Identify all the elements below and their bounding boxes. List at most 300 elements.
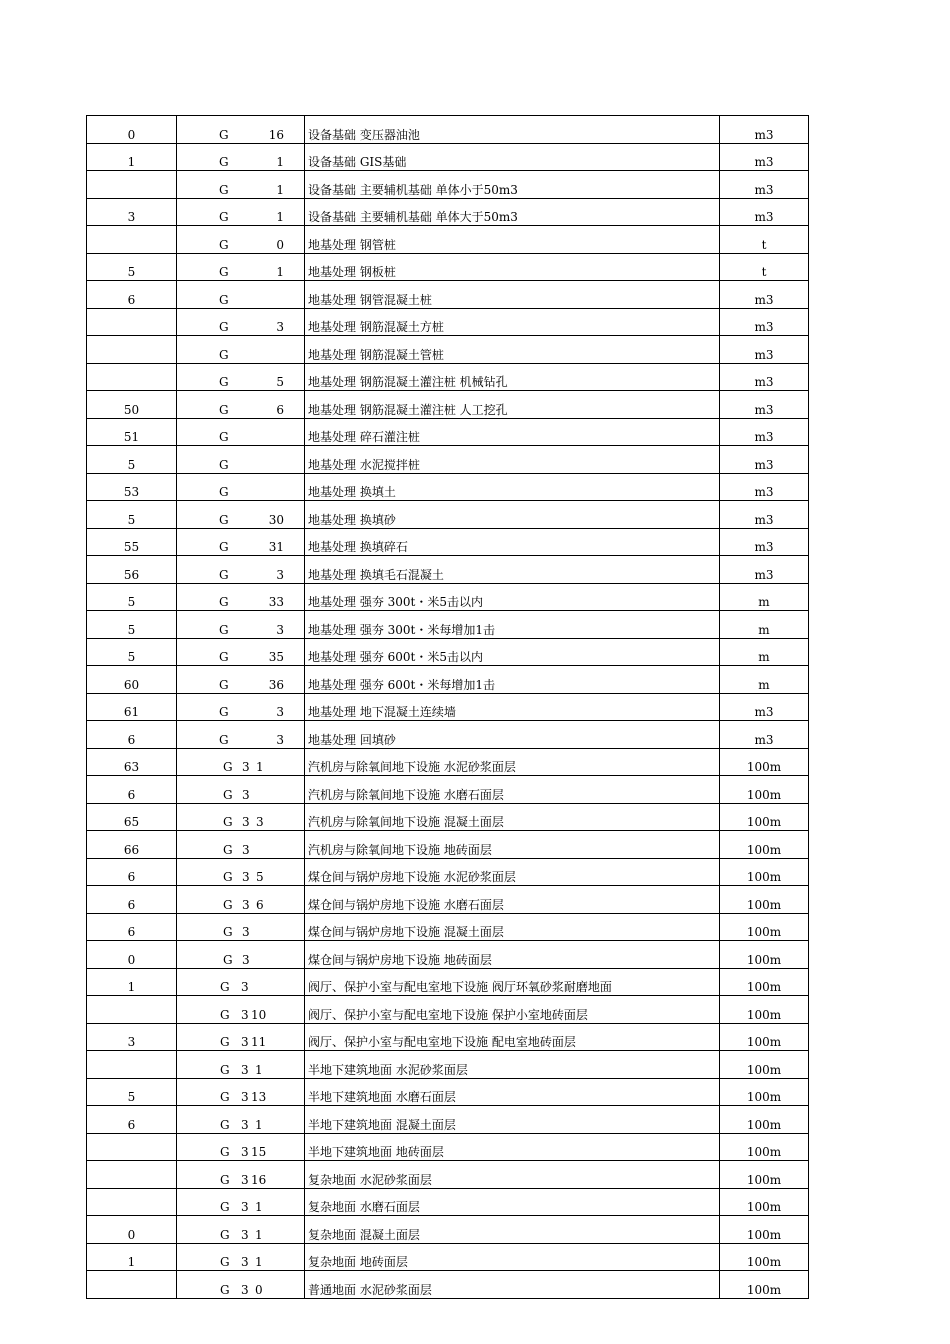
unit-cell: 100m — [720, 1051, 809, 1079]
row-number-cell — [87, 226, 177, 254]
quota-code-cell — [177, 776, 305, 804]
row-number-cell: 53 — [87, 473, 177, 501]
unit-cell: m — [720, 638, 809, 666]
quota-code-item: 3 — [276, 705, 284, 719]
quota-code-item: 3 — [276, 320, 284, 334]
quota-code-chapter: 3 — [242, 787, 250, 802]
quota-code-cell — [177, 198, 305, 226]
row-number-cell — [87, 1161, 177, 1189]
row-number-cell — [87, 1051, 177, 1079]
quota-code-prefix: G — [223, 952, 233, 967]
quota-code-cell — [177, 253, 305, 281]
quota-code-item: 1 — [255, 1062, 263, 1077]
unit-cell: m3 — [720, 198, 809, 226]
quota-code-chapter: 3 — [241, 1145, 249, 1159]
quota-code-item: 6 — [276, 402, 284, 417]
table-row — [87, 583, 809, 611]
quota-code-chapter: 3 — [242, 925, 250, 939]
table-row — [87, 446, 809, 474]
quota-code-chapter: 3 — [241, 980, 249, 994]
unit-cell: 100m — [720, 748, 809, 776]
table-row — [87, 253, 809, 281]
table-row — [87, 528, 809, 556]
quota-code-item: 11 — [251, 1035, 267, 1049]
unit-cell: m3 — [720, 308, 809, 336]
row-number-cell: 5 — [87, 1078, 177, 1106]
quota-code-prefix: G — [219, 622, 229, 637]
item-description-cell: 地基处理 钢板桩 — [305, 253, 720, 281]
item-description-cell: 地基处理 钢筋混凝土灌注桩 人工挖孔 — [305, 391, 720, 419]
unit-cell: m3 — [720, 693, 809, 721]
quota-code-cell — [177, 831, 305, 859]
table-row — [87, 1188, 809, 1216]
table-row — [87, 308, 809, 336]
quota-code-item: 5 — [276, 375, 284, 389]
unit-cell: 100m — [720, 886, 809, 914]
row-number-cell — [87, 996, 177, 1024]
table-row — [87, 913, 809, 941]
row-number-cell: 5 — [87, 583, 177, 611]
quota-code-prefix: G — [219, 402, 229, 417]
quota-code-cell — [177, 1106, 305, 1134]
item-description-cell: 复杂地面 水泥砂浆面层 — [305, 1161, 720, 1189]
quota-code-prefix: G — [219, 375, 229, 389]
unit-cell: 100m — [720, 858, 809, 886]
unit-cell: 100m — [720, 776, 809, 804]
quota-code-prefix: G — [219, 182, 229, 197]
row-number-cell: 0 — [87, 1216, 177, 1244]
unit-cell: m3 — [720, 556, 809, 584]
quota-code-item: 16 — [251, 1172, 267, 1187]
table-row — [87, 1161, 809, 1189]
row-number-cell: 1 — [87, 143, 177, 171]
table-row — [87, 1078, 809, 1106]
unit-cell: 100m — [720, 941, 809, 969]
quota-code-prefix: G — [219, 512, 229, 527]
quota-code-item: 0 — [276, 237, 284, 252]
quota-code-prefix: G — [219, 347, 229, 362]
row-number-cell: 6 — [87, 721, 177, 749]
unit-cell: t — [720, 226, 809, 254]
row-number-cell — [87, 1271, 177, 1299]
quota-table-body — [87, 116, 809, 1299]
quota-code-prefix: G — [219, 237, 229, 252]
quota-code-item: 3 — [276, 622, 284, 637]
unit-cell: m — [720, 583, 809, 611]
row-number-cell: 5 — [87, 253, 177, 281]
quota-code-cell — [177, 968, 305, 996]
unit-cell: m3 — [720, 528, 809, 556]
quota-code-cell — [177, 501, 305, 529]
unit-cell: 100m — [720, 1023, 809, 1051]
item-description-cell: 汽机房与除氧间地下设施 混凝土面层 — [305, 803, 720, 831]
quota-code-cell — [177, 528, 305, 556]
item-description-cell: 地基处理 钢筋混凝土管桩 — [305, 336, 720, 364]
quota-code-item: 1 — [276, 210, 284, 224]
unit-cell: m3 — [720, 446, 809, 474]
table-row — [87, 693, 809, 721]
table-row — [87, 1106, 809, 1134]
table-row — [87, 143, 809, 171]
item-description-cell: 地基处理 换填碎石 — [305, 528, 720, 556]
quota-code-cell — [177, 693, 305, 721]
unit-cell: m3 — [720, 391, 809, 419]
quota-code-cell — [177, 446, 305, 474]
quota-code-chapter: 3 — [242, 870, 250, 884]
table-row — [87, 473, 809, 501]
quota-code-cell — [177, 1133, 305, 1161]
item-description-cell: 煤仓间与锅炉房地下设施 水泥砂浆面层 — [305, 858, 720, 886]
unit-cell: m3 — [720, 418, 809, 446]
table-row — [87, 721, 809, 749]
row-number-cell: 6 — [87, 1106, 177, 1134]
unit-cell: m3 — [720, 721, 809, 749]
row-number-cell: 65 — [87, 803, 177, 831]
unit-cell: 100m — [720, 831, 809, 859]
quota-code-item: 3 — [276, 567, 284, 582]
row-number-cell: 60 — [87, 666, 177, 694]
item-description-cell: 半地下建筑地面 地砖面层 — [305, 1133, 720, 1161]
row-number-cell: 66 — [87, 831, 177, 859]
row-number-cell — [87, 1188, 177, 1216]
unit-cell: 100m — [720, 1161, 809, 1189]
unit-cell: 100m — [720, 1271, 809, 1299]
item-description-cell: 地基处理 换填砂 — [305, 501, 720, 529]
quota-code-prefix: G — [219, 320, 229, 334]
row-number-cell: 50 — [87, 391, 177, 419]
quota-code-cell — [177, 638, 305, 666]
quota-code-item: 1 — [255, 1255, 263, 1269]
unit-cell: 100m — [720, 996, 809, 1024]
item-description-cell: 阀厅、保护小室与配电室地下设施 保护小室地砖面层 — [305, 996, 720, 1024]
item-description-cell: 地基处理 水泥搅拌桩 — [305, 446, 720, 474]
quota-code-item: 35 — [268, 650, 284, 664]
row-number-cell — [87, 363, 177, 391]
quota-code-prefix: G — [220, 1117, 230, 1132]
item-description-cell: 汽机房与除氧间地下设施 水泥砂浆面层 — [305, 748, 720, 776]
quota-code-cell — [177, 473, 305, 501]
quota-code-prefix: G — [219, 540, 229, 554]
table-row — [87, 996, 809, 1024]
quota-code-prefix: G — [220, 1007, 230, 1022]
quota-code-cell — [177, 748, 305, 776]
item-description-cell: 阀厅、保护小室与配电室地下设施 配电室地砖面层 — [305, 1023, 720, 1051]
item-description-cell: 设备基础 变压器油池 — [305, 116, 720, 144]
row-number-cell: 6 — [87, 776, 177, 804]
unit-cell: m3 — [720, 336, 809, 364]
row-number-cell: 56 — [87, 556, 177, 584]
item-description-cell: 半地下建筑地面 混凝土面层 — [305, 1106, 720, 1134]
item-description-cell: 地基处理 强夯 600t・米5击以内 — [305, 638, 720, 666]
item-description-cell: 设备基础 主要辅机基础 单体小于50m3 — [305, 171, 720, 199]
unit-cell: m3 — [720, 281, 809, 309]
quota-code-prefix: G — [223, 760, 233, 774]
quota-code-prefix: G — [223, 897, 233, 912]
quota-code-cell — [177, 941, 305, 969]
unit-cell: 100m — [720, 1243, 809, 1271]
item-description-cell: 煤仓间与锅炉房地下设施 水磨石面层 — [305, 886, 720, 914]
quota-code-item: 5 — [256, 870, 264, 884]
table-row — [87, 858, 809, 886]
unit-cell: t — [720, 253, 809, 281]
quota-code-prefix: G — [220, 1172, 230, 1187]
row-number-cell: 5 — [87, 638, 177, 666]
quota-code-prefix: G — [219, 732, 229, 747]
quota-code-prefix: G — [223, 925, 233, 939]
quota-code-cell — [177, 886, 305, 914]
quota-code-item: 0 — [255, 1282, 263, 1297]
row-number-cell: 51 — [87, 418, 177, 446]
quota-code-prefix: G — [220, 1255, 230, 1269]
table-row — [87, 666, 809, 694]
item-description-cell: 地基处理 钢管混凝土桩 — [305, 281, 720, 309]
quota-code-chapter: 3 — [241, 1200, 249, 1214]
row-number-cell: 5 — [87, 501, 177, 529]
quota-code-item: 36 — [268, 677, 284, 692]
quota-code-prefix: G — [219, 210, 229, 224]
row-number-cell: 3 — [87, 1023, 177, 1051]
table-row — [87, 1271, 809, 1299]
item-description-cell: 半地下建筑地面 水磨石面层 — [305, 1078, 720, 1106]
row-number-cell: 63 — [87, 748, 177, 776]
quota-code-item: 1 — [255, 1227, 263, 1242]
item-description-cell: 复杂地面 水磨石面层 — [305, 1188, 720, 1216]
quota-code-item: 1 — [276, 155, 284, 169]
quota-code-chapter: 3 — [241, 1117, 249, 1132]
item-description-cell: 阀厅、保护小室与配电室地下设施 阀厅环氧砂浆耐磨地面 — [305, 968, 720, 996]
item-description-cell: 地基处理 强夯 300t・米5击以内 — [305, 583, 720, 611]
quota-code-item: 31 — [268, 540, 284, 554]
unit-cell: m — [720, 611, 809, 639]
table-row — [87, 363, 809, 391]
quota-code-prefix: G — [219, 705, 229, 719]
item-description-cell: 地基处理 回填砂 — [305, 721, 720, 749]
unit-cell: 100m — [720, 1106, 809, 1134]
quota-code-cell — [177, 996, 305, 1024]
table-row — [87, 391, 809, 419]
item-description-cell: 地基处理 地下混凝土连续墙 — [305, 693, 720, 721]
quota-code-item: 3 — [256, 815, 264, 829]
quota-code-prefix: G — [219, 485, 229, 499]
quota-code-cell — [177, 583, 305, 611]
quota-code-chapter: 3 — [242, 842, 250, 857]
quota-code-cell — [177, 556, 305, 584]
item-description-cell: 设备基础 GIS基础 — [305, 143, 720, 171]
quota-code-item: 1 — [276, 265, 284, 279]
quota-code-chapter: 3 — [242, 897, 250, 912]
quota-code-chapter: 3 — [241, 1062, 249, 1077]
quota-code-chapter: 3 — [241, 1282, 249, 1297]
quota-code-cell — [177, 1271, 305, 1299]
row-number-cell: 5 — [87, 446, 177, 474]
quota-code-cell — [177, 1188, 305, 1216]
quota-code-prefix: G — [219, 457, 229, 472]
quota-code-prefix: G — [219, 567, 229, 582]
table-row — [87, 638, 809, 666]
quota-table — [86, 115, 809, 1299]
table-row — [87, 776, 809, 804]
quota-code-cell — [177, 143, 305, 171]
item-description-cell: 复杂地面 地砖面层 — [305, 1243, 720, 1271]
quota-code-chapter: 3 — [241, 1007, 249, 1022]
unit-cell: m3 — [720, 171, 809, 199]
row-number-cell — [87, 308, 177, 336]
quota-code-chapter: 3 — [241, 1227, 249, 1242]
table-row — [87, 968, 809, 996]
quota-code-prefix: G — [223, 842, 233, 857]
quota-code-prefix: G — [220, 1282, 230, 1297]
quota-code-item: 16 — [268, 127, 284, 142]
quota-code-cell — [177, 308, 305, 336]
unit-cell: 100m — [720, 968, 809, 996]
unit-cell: 100m — [720, 803, 809, 831]
quota-code-cell — [177, 1161, 305, 1189]
row-number-cell: 6 — [87, 281, 177, 309]
quota-code-cell — [177, 1051, 305, 1079]
quota-code-chapter: 3 — [242, 815, 250, 829]
quota-code-prefix: G — [220, 980, 230, 994]
quota-code-prefix: G — [219, 430, 229, 444]
quota-code-cell — [177, 226, 305, 254]
quota-code-item: 33 — [268, 595, 284, 609]
row-number-cell — [87, 1133, 177, 1161]
quota-code-cell — [177, 1243, 305, 1271]
quota-code-cell — [177, 281, 305, 309]
row-number-cell: 1 — [87, 968, 177, 996]
table-row — [87, 418, 809, 446]
table-row — [87, 886, 809, 914]
quota-code-prefix: G — [219, 265, 229, 279]
row-number-cell: 0 — [87, 116, 177, 144]
quota-code-cell — [177, 1078, 305, 1106]
quota-code-cell — [177, 391, 305, 419]
table-row — [87, 803, 809, 831]
item-description-cell: 普通地面 水泥砂浆面层 — [305, 1271, 720, 1299]
item-description-cell: 半地下建筑地面 水泥砂浆面层 — [305, 1051, 720, 1079]
table-row — [87, 1023, 809, 1051]
quota-code-cell — [177, 611, 305, 639]
item-description-cell: 设备基础 主要辅机基础 单体大于50m3 — [305, 198, 720, 226]
table-row — [87, 556, 809, 584]
quota-code-prefix: G — [220, 1145, 230, 1159]
quota-code-prefix: G — [220, 1062, 230, 1077]
unit-cell: 100m — [720, 1216, 809, 1244]
quota-code-chapter: 3 — [241, 1090, 249, 1104]
item-description-cell: 汽机房与除氧间地下设施 地砖面层 — [305, 831, 720, 859]
row-number-cell: 55 — [87, 528, 177, 556]
row-number-cell: 0 — [87, 941, 177, 969]
quota-code-prefix: G — [223, 815, 233, 829]
quota-code-prefix: G — [223, 787, 233, 802]
row-number-cell: 6 — [87, 886, 177, 914]
quota-code-item: 1 — [255, 1200, 263, 1214]
quota-code-chapter: 3 — [241, 1035, 249, 1049]
table-row — [87, 941, 809, 969]
quota-code-prefix: G — [220, 1200, 230, 1214]
quota-code-item: 3 — [276, 732, 284, 747]
quota-code-cell — [177, 721, 305, 749]
quota-code-item: 1 — [256, 760, 264, 774]
quota-code-prefix: G — [220, 1035, 230, 1049]
item-description-cell: 汽机房与除氧间地下设施 水磨石面层 — [305, 776, 720, 804]
unit-cell: 100m — [720, 1133, 809, 1161]
unit-cell: m3 — [720, 116, 809, 144]
item-description-cell: 地基处理 强夯 600t・米每增加1击 — [305, 666, 720, 694]
item-description-cell: 地基处理 碎石灌注桩 — [305, 418, 720, 446]
quota-code-prefix: G — [219, 650, 229, 664]
quota-code-prefix: G — [219, 292, 229, 307]
item-description-cell: 煤仓间与锅炉房地下设施 地砖面层 — [305, 941, 720, 969]
row-number-cell: 6 — [87, 913, 177, 941]
quota-code-item: 13 — [251, 1090, 267, 1104]
quota-code-cell — [177, 336, 305, 364]
unit-cell: m — [720, 666, 809, 694]
quota-code-item: 15 — [251, 1145, 267, 1159]
table-row — [87, 171, 809, 199]
quota-code-chapter: 3 — [241, 1172, 249, 1187]
quota-code-cell — [177, 803, 305, 831]
quota-code-cell — [177, 1023, 305, 1051]
row-number-cell: 1 — [87, 1243, 177, 1271]
quota-code-prefix: G — [219, 155, 229, 169]
table-row — [87, 1133, 809, 1161]
item-description-cell: 地基处理 换填土 — [305, 473, 720, 501]
item-description-cell: 煤仓间与锅炉房地下设施 混凝土面层 — [305, 913, 720, 941]
quota-code-item: 1 — [255, 1117, 263, 1132]
table-row — [87, 281, 809, 309]
quota-code-prefix: G — [220, 1227, 230, 1242]
row-number-cell — [87, 171, 177, 199]
quota-code-chapter: 3 — [242, 952, 250, 967]
item-description-cell: 地基处理 钢管桩 — [305, 226, 720, 254]
table-row — [87, 336, 809, 364]
table-row — [87, 116, 809, 144]
unit-cell: 100m — [720, 1078, 809, 1106]
unit-cell: 100m — [720, 1188, 809, 1216]
quota-code-prefix: G — [219, 677, 229, 692]
quota-code-item: 10 — [251, 1007, 267, 1022]
quota-code-prefix: G — [223, 870, 233, 884]
quota-code-cell — [177, 116, 305, 144]
unit-cell: m3 — [720, 501, 809, 529]
row-number-cell: 5 — [87, 611, 177, 639]
unit-cell: m3 — [720, 363, 809, 391]
row-number-cell: 3 — [87, 198, 177, 226]
unit-cell: m3 — [720, 143, 809, 171]
table-row — [87, 1243, 809, 1271]
quota-code-prefix: G — [220, 1090, 230, 1104]
quota-code-prefix: G — [219, 127, 229, 142]
unit-cell: 100m — [720, 913, 809, 941]
quota-code-cell — [177, 418, 305, 446]
quota-code-chapter: 3 — [242, 760, 250, 774]
row-number-cell: 61 — [87, 693, 177, 721]
quota-code-cell — [177, 363, 305, 391]
table-row — [87, 611, 809, 639]
item-description-cell: 复杂地面 混凝土面层 — [305, 1216, 720, 1244]
table-row — [87, 226, 809, 254]
quota-code-chapter: 3 — [241, 1255, 249, 1269]
table-row — [87, 1216, 809, 1244]
quota-code-cell — [177, 666, 305, 694]
item-description-cell: 地基处理 换填毛石混凝土 — [305, 556, 720, 584]
quota-code-cell — [177, 858, 305, 886]
item-description-cell: 地基处理 钢筋混凝土灌注桩 机械钻孔 — [305, 363, 720, 391]
quota-code-item: 30 — [268, 512, 284, 527]
unit-cell: m3 — [720, 473, 809, 501]
quota-code-prefix: G — [219, 595, 229, 609]
table-row — [87, 831, 809, 859]
